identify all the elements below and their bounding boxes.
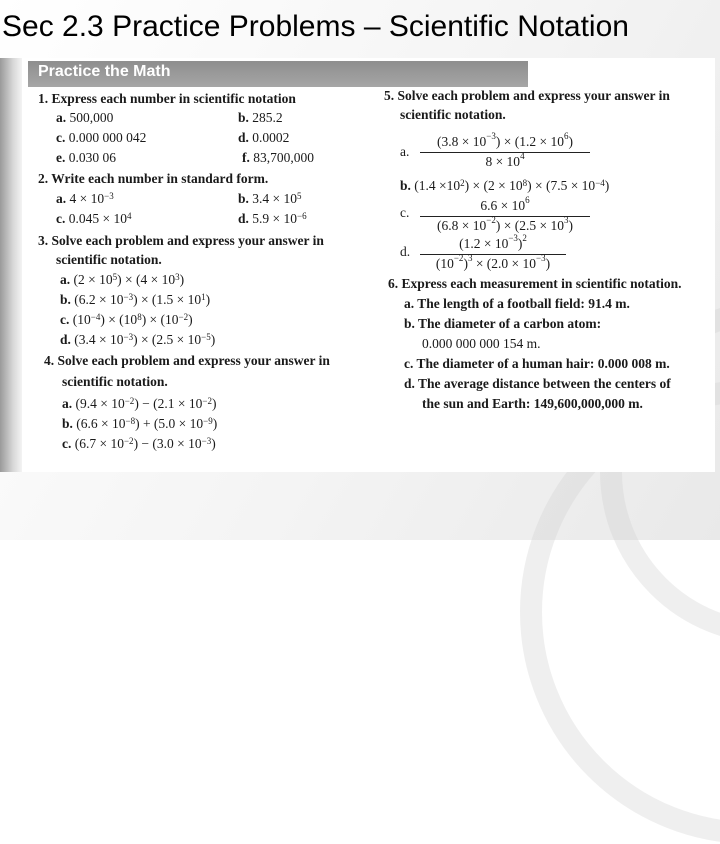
worksheet-scan	[0, 58, 715, 472]
q1-item-e: e. 0.030 06	[56, 150, 116, 165]
q5d-fraction	[420, 233, 566, 274]
q1-item-b: b. 285.2	[238, 110, 283, 125]
question-number: 4.	[44, 353, 55, 368]
q1-item-c: c. 0.000 000 042	[56, 130, 147, 145]
q6-item-a: a. The length of a football field: 91.4 m.	[404, 296, 630, 311]
q5c-fraction	[420, 195, 590, 236]
denominator: $8 \times 10^4$	[485, 151, 525, 169]
q1-item-d: d. 0.0002	[238, 130, 290, 145]
question-5-line-2: scientific notation.	[400, 107, 506, 122]
q5-item-b: b. $(1.4 \times 10^2) \times (2 \times 10^8) \times (7.5 \times 10^{-4})$	[400, 178, 610, 193]
q4-item-b: b. $(6.6 \times 10^{-8}) + (5.0 \times 10^{-9})$	[62, 416, 218, 431]
q6-item-b-value: 0.000 000 000 154 m.	[422, 336, 541, 351]
q2-item-d: d. $5.9 \times 10^{-6}$	[238, 211, 307, 226]
q4-item-a: a. $(9.4 \times 10^{-2}) - (2.1 \times 10^{-2})$	[62, 396, 217, 411]
question-text: Write each number in standard form.	[51, 171, 269, 186]
numerator: $(3.8 \times 10^{-3}) \times (1.2 \times 10^6)$	[437, 131, 573, 149]
question-text: Express each number in scientific notation	[51, 91, 296, 106]
question-number: 3.	[38, 233, 49, 248]
question-4	[44, 353, 330, 369]
question-3-line-2: scientific notation.	[56, 252, 162, 267]
denominator: $(10^{-2})^3 \times (2.0 \times 10^{-3})$	[435, 253, 551, 271]
question-3	[38, 233, 324, 249]
slide-title: Sec 2.3 Practice Problems – Scientific Notation	[2, 10, 629, 43]
q3-item-d: d. $(3.4 \times 10^{-3}) \times (2.5 \times 10^{-5})$	[60, 332, 216, 347]
question-1	[38, 91, 296, 107]
question-text: Express each measurement in scientific notation.	[401, 276, 682, 291]
question-text: Solve each problem and express your answer in	[57, 353, 330, 368]
q1-item-f: f. 83,700,000	[242, 150, 314, 165]
fraction-bar	[420, 152, 590, 153]
q5a-fraction	[420, 131, 590, 172]
question-2	[38, 171, 268, 187]
q6-item-d: d. The average distance between the centers of	[404, 376, 671, 391]
numerator: $(1.2 \times 10^{-3})^2$	[459, 233, 527, 251]
q5d-label: d.	[400, 244, 411, 259]
question-5	[384, 88, 670, 104]
question-6	[388, 276, 681, 292]
q2-item-b: b. $3.4 \times 10^5$	[238, 191, 302, 206]
q5a-label: a.	[400, 144, 410, 159]
banner-title: Practice the Math	[38, 63, 171, 80]
question-number: 6.	[388, 276, 399, 291]
q6-item-b: b. The diameter of a carbon atom:	[404, 316, 602, 331]
question-number: 1.	[38, 91, 49, 106]
q4-item-c: c. $(6.7 \times 10^{-2}) - (3.0 \times 10^{-3})$	[62, 436, 216, 451]
q1-item-a: a. 500,000	[56, 110, 114, 125]
q3-item-b: b. $(6.2 \times 10^{-3}) \times (1.5 \times 10^1)$	[60, 292, 211, 307]
question-number: 2.	[38, 171, 49, 186]
q6-item-d-line-2: the sun and Earth: 149,600,000,000 m.	[422, 396, 643, 411]
q2-item-c: c. $0.045 \times 10^4$	[56, 211, 132, 226]
question-text: Solve each problem and express your answer in	[397, 88, 670, 103]
q2-item-a: a. $4 \times 10^{-3}$	[56, 191, 114, 206]
denominator: $(6.8 \times 10^{-2}) \times (2.5 \times 10^3)$	[437, 215, 573, 233]
question-text: Solve each problem and express your answer in	[51, 233, 324, 248]
q3-item-c: c. $(10^{-4}) \times (10^8) \times (10^{-2})$	[60, 312, 193, 327]
page-edge-shadow	[0, 58, 22, 472]
question-4-line-2: scientific notation.	[62, 374, 168, 389]
q3-item-a: a. $(2 \times 10^5) \times (4 \times 10^3)$	[60, 272, 185, 287]
q6-item-c: c. The diameter of a human hair: 0.000 008 m.	[404, 356, 670, 371]
question-number: 5.	[384, 88, 395, 103]
numerator: $6.6 \times 10^6$	[480, 195, 530, 213]
section-banner	[28, 61, 528, 87]
q5c-label: c.	[400, 205, 410, 220]
